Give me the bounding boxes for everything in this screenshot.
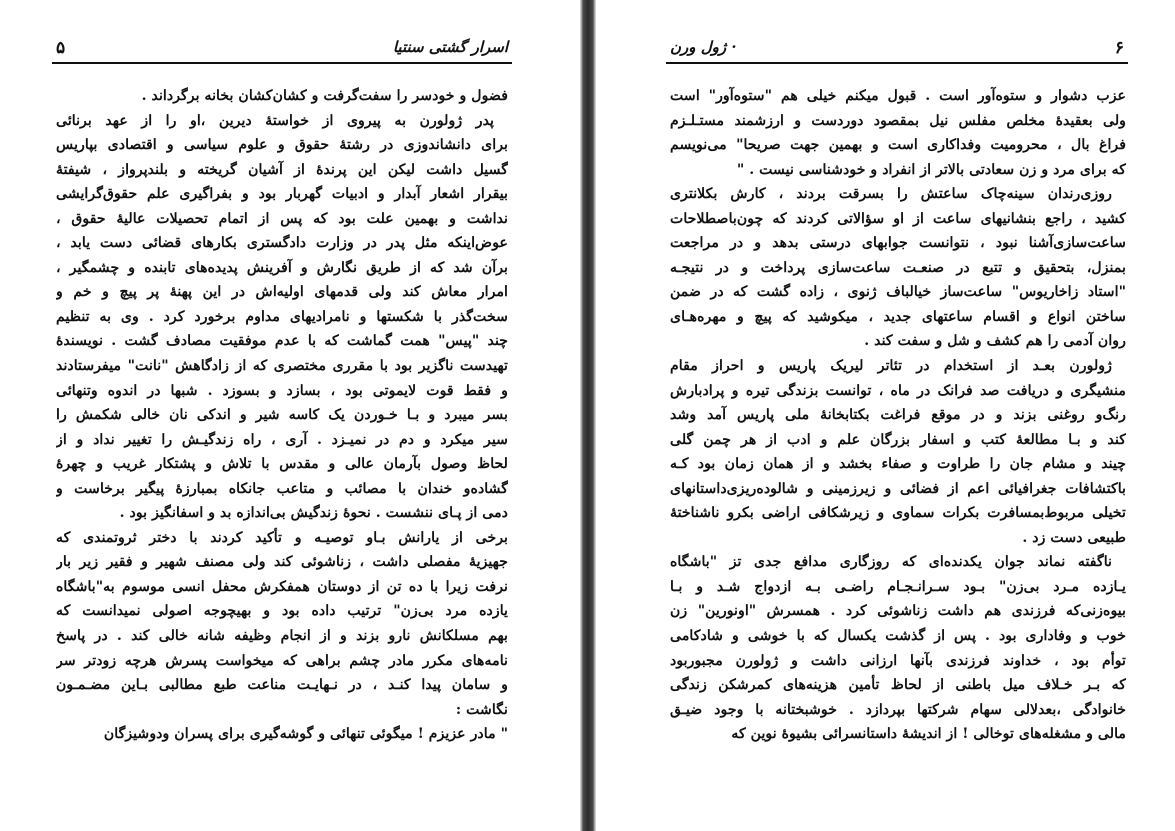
right-page-text [670,84,1126,747]
text-line: بهم مسلکانش نارو بزند و از انجام وظیفه شانه خالی کند . در پاسخ [56,628,508,645]
left-page-text [56,84,508,747]
text-line: کند و بـا مطالعه‌ٔ کتب و اسفار بزرگان علم و ادب از هر چمن گلی [670,431,1126,448]
text-line: جهیزیه‌ٔ مفصلی داشت ، زناشوئی کند ولی مصنف شهیر و فقیر زیر بار [56,554,508,571]
text-line: لحاظ وصول بآرمان عالی و مقدس با تلاش و پشتکار غریب و چهره‌ٔ [56,456,508,473]
text-line: سیر میکرد و دم در نمیـزد . آری ، راه زندگیـش را تغییر نداد و از [56,431,508,448]
left-page [0,0,580,831]
text-line: چند "پیس" همت گماشت که با عدم موفقیت مصادف گشت . نویسنده‌ٔ [56,333,508,350]
left-running-title: اسرار گشتی سنتیا [392,38,508,56]
text-line: نگاشت : [455,701,508,718]
text-line: امرار معاش کند ولی قدمهای اولیه‌اش در این پهنه‌ٔ پر پیچ و خم و [56,284,508,301]
left-page-header [52,36,512,64]
text-line: باکتشافات جغرافیائی اعم از فضائی و زیرزمینی و شالوده‌ریزی‌داستانهای [670,480,1126,497]
text-line: چیند و مشام جان را طراوت و صفاء بخشد و از همان زمان بود کـه [670,456,1126,473]
book-gutter [580,0,596,831]
right-page-number: ۶ [1114,38,1124,58]
text-line: گسیل داشت لیکن این پرنده‌ٔ از آشیان گریخته و بلندپرواز ، شیفته‌ٔ [56,161,508,178]
right-running-title: ژول ورن · [670,38,737,56]
text-line: یـازده مـرد بی‌زن" بـود سـرانـجـام راضـی بـه ازدواج شـد و بـا [670,578,1126,595]
text-line: گشاده‌و خندان با مصائب و متاعب جانکاه بمبارزه‌ٔ پیگیر برخاست و [56,480,508,497]
text-line: ساعت‌سازی‌آشنا نبود ، نتوانست جوابهای درستی بدهد و در مراجعت [670,235,1126,252]
text-line: تخیلی مربوط‌بمسافرت بکرات سماوی و زیرشکافی اراضی بکرو ناشناخته‌ٔ [670,505,1126,522]
text-line: برخی از یارانش بـاو توصیـه و تأکید کردند با دختر ثروتمندی که [56,529,508,546]
text-line: طبیعی دست زد . [1022,529,1126,546]
text-line: بیوه‌زنی‌که فرزندی هم داشت زناشوئی کرد . همسرش "اونورین" زن [670,603,1126,620]
text-line: و فقط قوت لایموتی بود ، بسازد و بسوزد . شبها در اندوه وتنهائی [56,382,508,399]
text-line: که برای مرد و زن سعادتی بالاتر از انفراد و خودشناسی نیست . " [736,161,1126,178]
text-line: پدر ژولورن به پیروی از خواسته‌ٔ دیرین ،او را از عهد برنائی [56,112,494,129]
text-line: برآن شد که از طریق نگارش و آفرینش پدیده‌های تابنده و چشمگیر ، [56,259,508,276]
left-page-number: ۵ [56,38,66,58]
text-line: سخت‌گذر با شکستها و نامرادیهای مداوم برخورد کرد . وی به تنظیم [56,308,508,325]
text-line: منشیگری و دریافت صد فرانک در ماه ، توانست بزندگی تیره و پرادبارش [670,382,1126,399]
text-line: توأم بود ، خداوند فرزندی بآنها ارزانی داشت و ژولورن مجبوربود [670,652,1126,669]
text-line: نرفت زیرا با ده تن از دوستان همفکرش محفل انسی موسوم به"باشگاه [56,578,508,595]
text-line: نداشت و بهمین علت بود که پس از اتمام تحصیلات عالیه‌ٔ حقوق ، [56,210,508,227]
text-line: بیقرار اشعار آبدار و ادبیات گهربار بود و بفراگیری علم حقوق‌گرایشی [56,186,508,203]
text-line: برای دانشاندوزی در رشته‌ٔ حقوق و علوم سیاسی و اقتصادی بپاریس [56,137,508,154]
text-line: ژولورن بعـد از استخدام در تئاتر لیریک پاریس و احراز مقام [670,358,1112,375]
right-page [596,0,1175,831]
text-line: خانوادگی ،بعدلالی سهام شرکتها بپردازد . خوشبختانه با وجود ضیـق [670,701,1126,718]
text-line: روان آدمی را هم کشف و شل و سفت کند . [864,333,1126,350]
text-line: مالی و مشغله‌های توخالی ! از اندیشه‌ٔ داستانسرائی بشیوه‌ٔ نوین که [731,726,1126,743]
text-line: فضول و خودسر را سفت‌گرفت و کشان‌کشان بخانه برگرداند . [141,88,508,104]
text-line: خوب و وفاداری بود . پس از گذشت یکسال که با خوشی و شادکامی [670,628,1126,645]
text-line: و سامان پیدا کنـد ، در نـهایـت مناعت طبع مطالبی بـاین مضـمـون [56,677,508,694]
text-line: عوض‌اینکه مثل پدر در وزارت دادگستری بکارهای قضائی دست یابد ، [56,235,508,252]
text-line: نامه‌های مکرر مادر چشم براهی که میخواست پسرش هرچه زودتر سر [56,652,508,669]
text-line: روزی‌رندان سینه‌چاک ساعتش را بسرقت بردند ، کارش بکلانتری [670,186,1112,203]
text-line: " مادر عزیزم ! میگوئی تنهائی و گوشه‌گیری برای پسران ودوشیزگان [103,726,508,743]
text-line: فراغ بال ، محرومیت وفداکاری است و بهمین جهت صریحا" می‌نویسم [670,137,1126,154]
text-line: بسر میبرد و بـا خـوردن یک کاسه شیر و اندکی نان خالی شکمش را [56,407,508,424]
text-line: که بـر خـلاف میل باطنی از لحاظ تأمین هزینه‌های کمرشکن زندگی [670,677,1126,694]
text-line: تهیدست ناگزیر بود با مقرری مختصری که از زادگاهش "نانت" میفرستادند [56,358,508,375]
text-line: دمی از پـای ننشست . نحوه‌ٔ زندگیش بی‌اندازه بد و اسفانگیز بود . [119,505,508,522]
text-line: "استاد زاخاریوس" ساعت‌ساز خیالباف ژنوی ، زاده گشت که در ضمن [670,284,1126,301]
text-line: بمنزل، بتحقیق و تتبع در صنعـت ساعت‌سازی پرداخت و در نتیجـه [670,259,1126,276]
text-line: رنگ‌و روغنی بزند و در موقع فراغت بکتابخانه‌ٔ ملی پاریس آمد وشد [670,407,1126,424]
text-line: عزب دشوار و ستوه‌آور است . قبول میکنم خیلی هم "ستوه‌آور" است [670,88,1126,104]
text-line: کشید ، راجع بنشانیهای ساعت از او سؤالاتی کردند که چون‌باصطلاحات [670,210,1126,227]
text-line: یازده مرد بی‌زن" ترتیب داده بود و بهیچوجه اصولی نمیدانست که [56,603,508,620]
text-line: ناگفته نماند جوان یکدنده‌ای که روزگاری مدافع جدی تز "باشگاه [670,554,1112,571]
text-line: ساختن انواع و اقسام ساعتهای جدید ، میکوشید که پیچ و مهره‌هـای [670,308,1126,325]
text-line: ولی بعقیده‌ٔ مخلص مفلس نیل بمقصود دوردست و ارزشمند مستـلـزم [670,112,1126,129]
right-page-header [666,36,1128,64]
